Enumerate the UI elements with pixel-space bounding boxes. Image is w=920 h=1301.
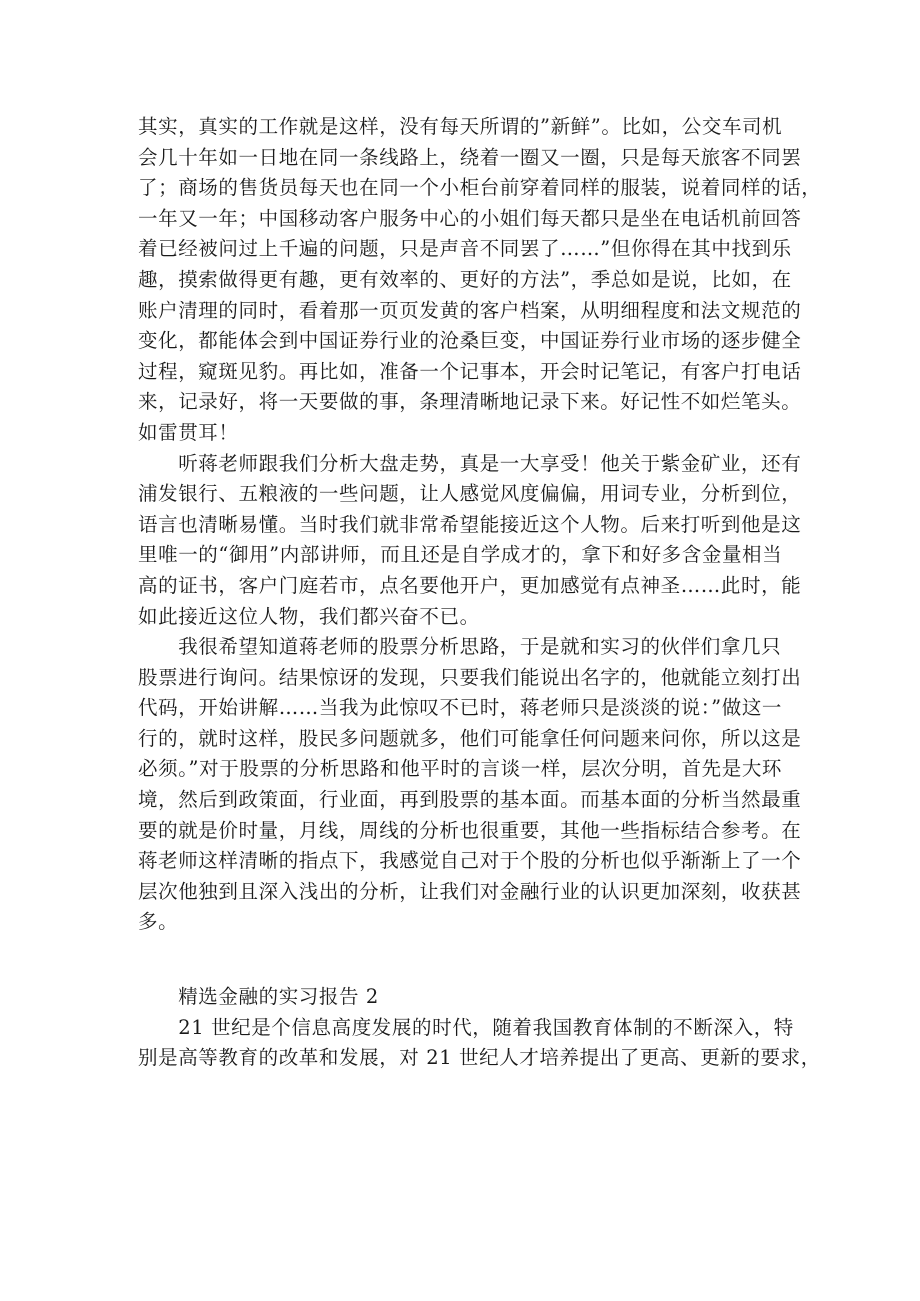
text-line: 蒋老师这样清晰的指点下，我感觉自己对于个股的分析也似乎渐渐上了一个 <box>138 849 802 873</box>
document-page <box>138 112 822 1074</box>
paragraph-4 <box>138 1013 821 1074</box>
text-line: 21 世纪是个信息高度发展的时代，随着我国教育体制的不断深入，特 <box>138 1015 794 1039</box>
text-line: 着已经被问过上千遍的问题，只是声音不同罢了……”但你得在其中找到乐 <box>138 237 792 261</box>
text-line: 账户清理的同时，看着那一页页发黄的客户档案，从明细程度和法文规范的 <box>138 298 802 322</box>
text-line: 趣，摸索做得更有趣，更有效率的、更好的方法”，季总如是说，比如，在 <box>138 267 792 291</box>
paragraph-1 <box>138 112 822 449</box>
text-line: 浦发银行、五粮液的一些问题，让人感觉风度偏偏，用词专业，分析到位， <box>138 482 802 506</box>
text-line: 别是高等教育的改革和发展，对 21 世纪人才培养提出了更高、更新的要求， <box>138 1046 821 1070</box>
text-line: 代码，开始讲解……当我为此惊叹不已时，蒋老师只是淡淡的说：”做这一 <box>138 696 783 720</box>
text-line: 语言也清晰易懂。当时我们就非常希望能接近这个人物。后来打听到他是这 <box>138 512 802 536</box>
text-line: 行的，就时这样，股民多问题就多，他们可能拿任何问题来问你，所以这是 <box>138 726 802 750</box>
paragraph-3 <box>138 632 802 938</box>
section-heading <box>138 982 798 1013</box>
text-line: 里唯一的“御用”内部讲师，而且还是自学成才的，拿下和好多含金量相当 <box>138 543 783 567</box>
text-line: 层次他独到且深入浅出的分析，让我们对金融行业的认识更加深刻，收获甚 <box>138 879 802 903</box>
text-line: 高的证书，客户门庭若市，点名要他开户，更加感觉有点神圣……此时，能 <box>138 573 802 597</box>
text-line: 会几十年如一日地在同一条线路上，绕着一圈又一圈，只是每天旅客不同罢 <box>138 145 802 169</box>
text-line: 必须。”对于股票的分析思路和他平时的言谈一样，层次分明，首先是大环 <box>138 757 783 781</box>
text-line: 境，然后到政策面，行业面，再到股票的基本面。而基本面的分析当然最重 <box>138 788 802 812</box>
text-line: 变化，都能体会到中国证券行业的沧桑巨变，中国证券行业市场的逐步健全 <box>138 329 802 353</box>
text-line: 过程，窥斑见豹。再比如，准备一个记事本，开会时记笔记，有客户打电话 <box>138 359 802 383</box>
text-line: 要的就是价时量，月线，周线的分析也很重要，其他一些指标结合参考。在 <box>138 818 802 842</box>
text-line: 其实，真实的工作就是这样，没有每天所谓的”新鲜”。比如，公交车司机 <box>138 115 783 138</box>
text-line: 多。 <box>138 910 179 934</box>
section-heading-text: 精选金融的实习报告 2 <box>138 985 379 1009</box>
text-line: 股票进行询问。结果惊讶的发现，只要我们能说出名字的，他就能立刻打出 <box>138 665 802 689</box>
text-line: 如雷贯耳！ <box>138 420 239 444</box>
text-line: 来，记录好，将一天要做的事，条理清晰地记录下来。好记性不如烂笔头。 <box>138 390 802 414</box>
paragraph-2 <box>138 449 802 633</box>
text-line: 一年又一年；中国移动客户服务中心的小姐们每天都只是坐在电话机前回答 <box>138 206 802 230</box>
text-line: 了；商场的售货员每天也在同一个小柜台前穿着同样的服装，说着同样的话， <box>138 176 822 200</box>
section-spacer <box>138 938 798 982</box>
text-line: 听蒋老师跟我们分析大盘走势，真是一大享受！他关于紫金矿业，还有 <box>138 451 802 475</box>
text-line: 我很希望知道蒋老师的股票分析思路，于是就和实习的伙伴们拿几只 <box>138 635 782 659</box>
text-line: 如此接近这位人物，我们都兴奋不已。 <box>138 604 480 628</box>
